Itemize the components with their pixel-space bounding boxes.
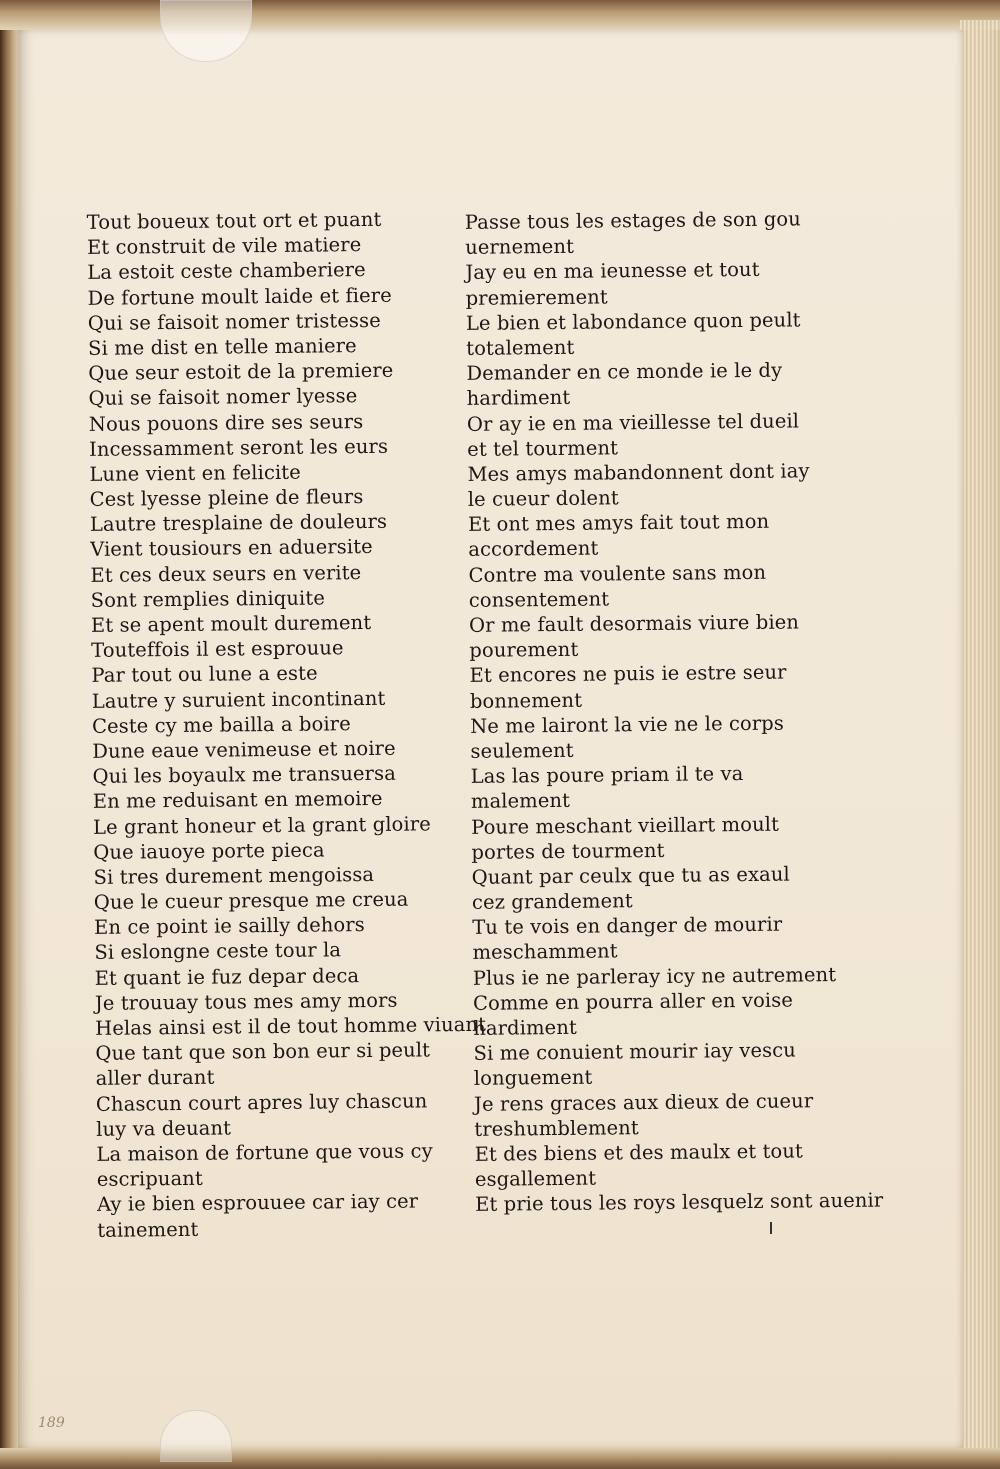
- text-line: tainement: [97, 1217, 199, 1242]
- text-line: Que seur estoit de la premiere: [88, 358, 394, 386]
- text-line: Que le cueur presque me creua: [93, 887, 409, 914]
- text-line: Touteffois il est esprouue: [91, 636, 344, 663]
- text-line: Lautre y suruient incontinant: [91, 686, 386, 713]
- text-line: Si eslongne ceste tour la: [94, 938, 342, 965]
- text-line: hardiment: [473, 1015, 577, 1040]
- text-line: Par tout ou lune a este: [91, 661, 318, 688]
- text-line: Lune vient en felicite: [89, 460, 301, 486]
- text-line: longuement: [473, 1065, 593, 1091]
- folio-mark: 189: [38, 1415, 65, 1431]
- text-line: Quant par ceulx que tu as exaul: [471, 862, 790, 889]
- text-line: Plus ie ne parleray icy ne autrement: [472, 962, 837, 990]
- text-line: Qui les boyaulx me transuersa: [92, 761, 396, 789]
- text-line: totalement: [466, 335, 575, 360]
- text-line: Si me conuient mourir iay vescu: [473, 1038, 796, 1066]
- ink-mark: [770, 1222, 772, 1234]
- text-line: premierement: [465, 284, 608, 310]
- text-line: Tout boueux tout ort et puant: [86, 207, 382, 234]
- text-line: accordement: [468, 536, 599, 562]
- text-line: Et encores ne puis ie estre seur: [469, 660, 787, 688]
- book-page: [18, 30, 963, 1448]
- text-line: Qui se faisoit nomer lyesse: [88, 384, 358, 411]
- text-line: Poure meschant vieillart moult: [471, 812, 780, 839]
- text-line: De fortune moult laide et fiere: [87, 283, 392, 310]
- text-line: Jay eu en ma ieunesse et tout: [465, 258, 760, 285]
- text-line: Helas ainsi est il de tout homme viuant: [95, 1012, 487, 1040]
- text-line: La maison de fortune que vous cy: [96, 1139, 433, 1166]
- text-line: Lautre tresplaine de douleurs: [89, 510, 388, 537]
- text-line: et tel tourment: [467, 436, 619, 461]
- text-line: Or ay ie en ma vieillesse tel dueil: [466, 408, 800, 436]
- text-line: Dune eaue venimeuse et noire: [92, 736, 396, 763]
- text-line: Vient tousiours en aduersite: [90, 535, 373, 562]
- text-line: Que iauoye porte pieca: [93, 838, 325, 864]
- text-line: Or me fault desormais viure bien: [468, 610, 800, 637]
- text-line: portes de tourment: [471, 838, 665, 864]
- text-line: Ceste cy me bailla a boire: [91, 711, 351, 738]
- text-line: Je rens graces aux dieux de cueur: [473, 1088, 814, 1116]
- text-line: Passe tous les estages de son gou: [464, 207, 801, 234]
- text-line: Qui se faisoit nomer tristesse: [87, 308, 381, 335]
- text-line: Nous pouons dire ses seurs: [88, 409, 364, 436]
- text-line: En me reduisant en memoire: [92, 787, 383, 814]
- text-line: Si me dist en telle maniere: [87, 334, 357, 360]
- text-line: Tu te vois en danger de mourir: [472, 912, 783, 940]
- text-line: Je trouuay tous mes amy mors: [94, 988, 398, 1015]
- text-line: Et ont mes amys fait tout mon: [467, 509, 770, 537]
- text-line: Ne me lairont la vie ne le corps: [470, 711, 785, 738]
- text-line: En ce point ie sailly dehors: [93, 913, 365, 940]
- text-line: treshumblement: [474, 1115, 639, 1141]
- text-line: Mes amys mabandonnent dont iay: [467, 459, 810, 486]
- text-line: Le grant honeur et la grant gloire: [92, 811, 431, 839]
- text-line: bonnement: [469, 688, 583, 713]
- text-line: Si tres durement mengoissa: [93, 862, 375, 889]
- text-line: aller durant: [95, 1065, 215, 1091]
- text-line: hardiment: [466, 386, 571, 411]
- text-line: escripuant: [96, 1166, 203, 1191]
- text-line: cez grandement: [471, 889, 633, 914]
- text-line: seulement: [470, 738, 574, 763]
- text-line: Cest lyesse pleine de fleurs: [89, 485, 364, 511]
- left-text-column: [86, 206, 487, 1242]
- text-line: La estoit ceste chamberiere: [87, 258, 366, 285]
- text-line: le cueur dolent: [467, 486, 619, 511]
- text-line: Le bien et labondance quon peult: [465, 308, 801, 335]
- text-line: Demander en ce monde ie le dy: [466, 358, 783, 386]
- text-line: Incessamment seront les eurs: [88, 434, 389, 461]
- page-fore-edge: [960, 20, 1000, 1460]
- text-line: Sont remplies diniquite: [90, 586, 326, 612]
- text-line: Que tant que son bon eur si peult: [95, 1038, 431, 1066]
- text-line: Et construit de vile matiere: [86, 233, 362, 260]
- text-line: Ay ie bien esprouuee car iay cer: [96, 1189, 419, 1217]
- text-line: Et ces deux seurs en verite: [90, 560, 362, 587]
- text-line: Comme en pourra aller en voise: [472, 988, 794, 1015]
- text-line: Chascun court apres luy chascun: [95, 1088, 428, 1116]
- text-line: Et des biens et des maulx et tout: [474, 1139, 804, 1166]
- text-line: pourement: [469, 637, 579, 663]
- text-line: malement: [470, 789, 571, 814]
- text-line: meschamment: [472, 939, 618, 965]
- text-line: Las las poure priam il te va: [470, 762, 744, 789]
- right-text-column: [464, 206, 884, 1217]
- text-line: consentement: [468, 587, 610, 612]
- text-line: Et se apent moult durement: [90, 610, 372, 637]
- binding-bottom-edge: [0, 1448, 1000, 1469]
- text-line: esgallement: [474, 1166, 597, 1191]
- binding-top-edge: [0, 0, 1000, 30]
- text-line: Et quant ie fuz depar deca: [94, 963, 360, 990]
- text-line: luy va deuant: [96, 1116, 232, 1141]
- text-line: Et prie tous les roys lesquelz sont auenir: [475, 1188, 884, 1217]
- text-line: Contre ma voulente sans mon: [468, 560, 767, 587]
- text-line: uernement: [465, 234, 575, 260]
